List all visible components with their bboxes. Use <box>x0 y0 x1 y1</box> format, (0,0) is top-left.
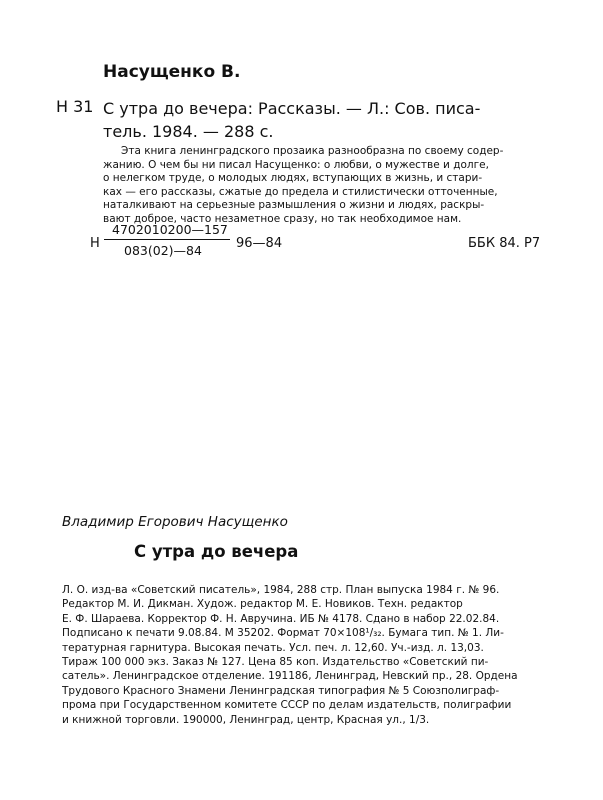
imprint-line: Тираж 100 000 экз. Заказ № 127. Цена 85 коп. Издательство «Советский пи- <box>62 656 489 669</box>
index-numerator: 4702010200—157 <box>104 222 230 240</box>
author-full-name: Владимир Егорович Насущенко <box>62 514 288 530</box>
annotation-line: вают доброе, часто незаметное сразу, но так необходимое нам. <box>103 212 462 225</box>
imprint-line: Трудового Красного Знамени Ленинградская типография № 5 Союзполиграф- <box>62 684 500 697</box>
annotation-line: жанию. О чем бы ни писал Насущенко: о любви, о мужестве и долге, <box>103 158 489 171</box>
index-suffix: 96—84 <box>236 236 283 251</box>
imprint-line: и книжной торговли. 190000, Ленинград, центр, Красная ул., 1/3. <box>62 713 430 726</box>
annotation-line: ках — его рассказы, сжатые до предела и стилистически отточенные, <box>103 185 498 198</box>
imprint-line: Л. О. изд-ва «Советский писатель», 1984, 288 стр. План выпуска 1984 г. № 96. <box>62 584 500 596</box>
index-letter: Н <box>90 236 100 251</box>
annotation-line: наталкивают на серьезные размышления о жизни и людях, раскры- <box>103 199 485 211</box>
description-line-1: С утра до вечера: Рассказы. — Л.: Сов. писа- <box>103 99 481 118</box>
imprint-block <box>62 583 562 727</box>
imprint-line: сатель». Ленинградское отделение. 191186, Ленинград, Невский пр., 28. Ордена <box>62 670 518 683</box>
imprint-line: Е. Ф. Шараева. Корректор Ф. Н. Авручина. ИБ № 4178. Сдано в набор 22.02.84. <box>62 612 500 625</box>
imprint-line: прома при Государственном комитете СССР по делам издательств, полиграфии <box>62 699 512 712</box>
imprint-line: тературная гарнитура. Высокая печать. Усл. печ. л. 12,60. Уч.-изд. л. 13,03. <box>62 641 484 654</box>
catalog-code: Н 31 <box>56 97 94 116</box>
imprint-line: Подписано к печати 9.08.84. М 35202. Формат 70×108¹/₃₂. Бумага тип. № 1. Ли- <box>62 627 504 640</box>
annotation-line: Эта книга ленинградского прозаика разнообразна по своему содер- <box>121 145 504 157</box>
annotation-line: о нелегком труде, о молодых людях, вступающих в жизнь, и стари- <box>103 172 483 184</box>
book-title: С утра до вечера <box>134 542 299 561</box>
index-fraction <box>104 222 230 258</box>
description-line-2: тель. 1984. — 288 с. <box>103 122 274 141</box>
bibliographic-description <box>103 97 573 143</box>
author-heading: Насущенко В. <box>103 62 241 82</box>
imprint-line: Редактор М. И. Дикман. Худож. редактор М. Е. Новиков. Техн. редактор <box>62 598 463 611</box>
index-denominator: 083(02)—84 <box>124 243 202 258</box>
bbk-code: ББК 84. Р7 <box>468 236 541 251</box>
annotation <box>103 145 553 226</box>
